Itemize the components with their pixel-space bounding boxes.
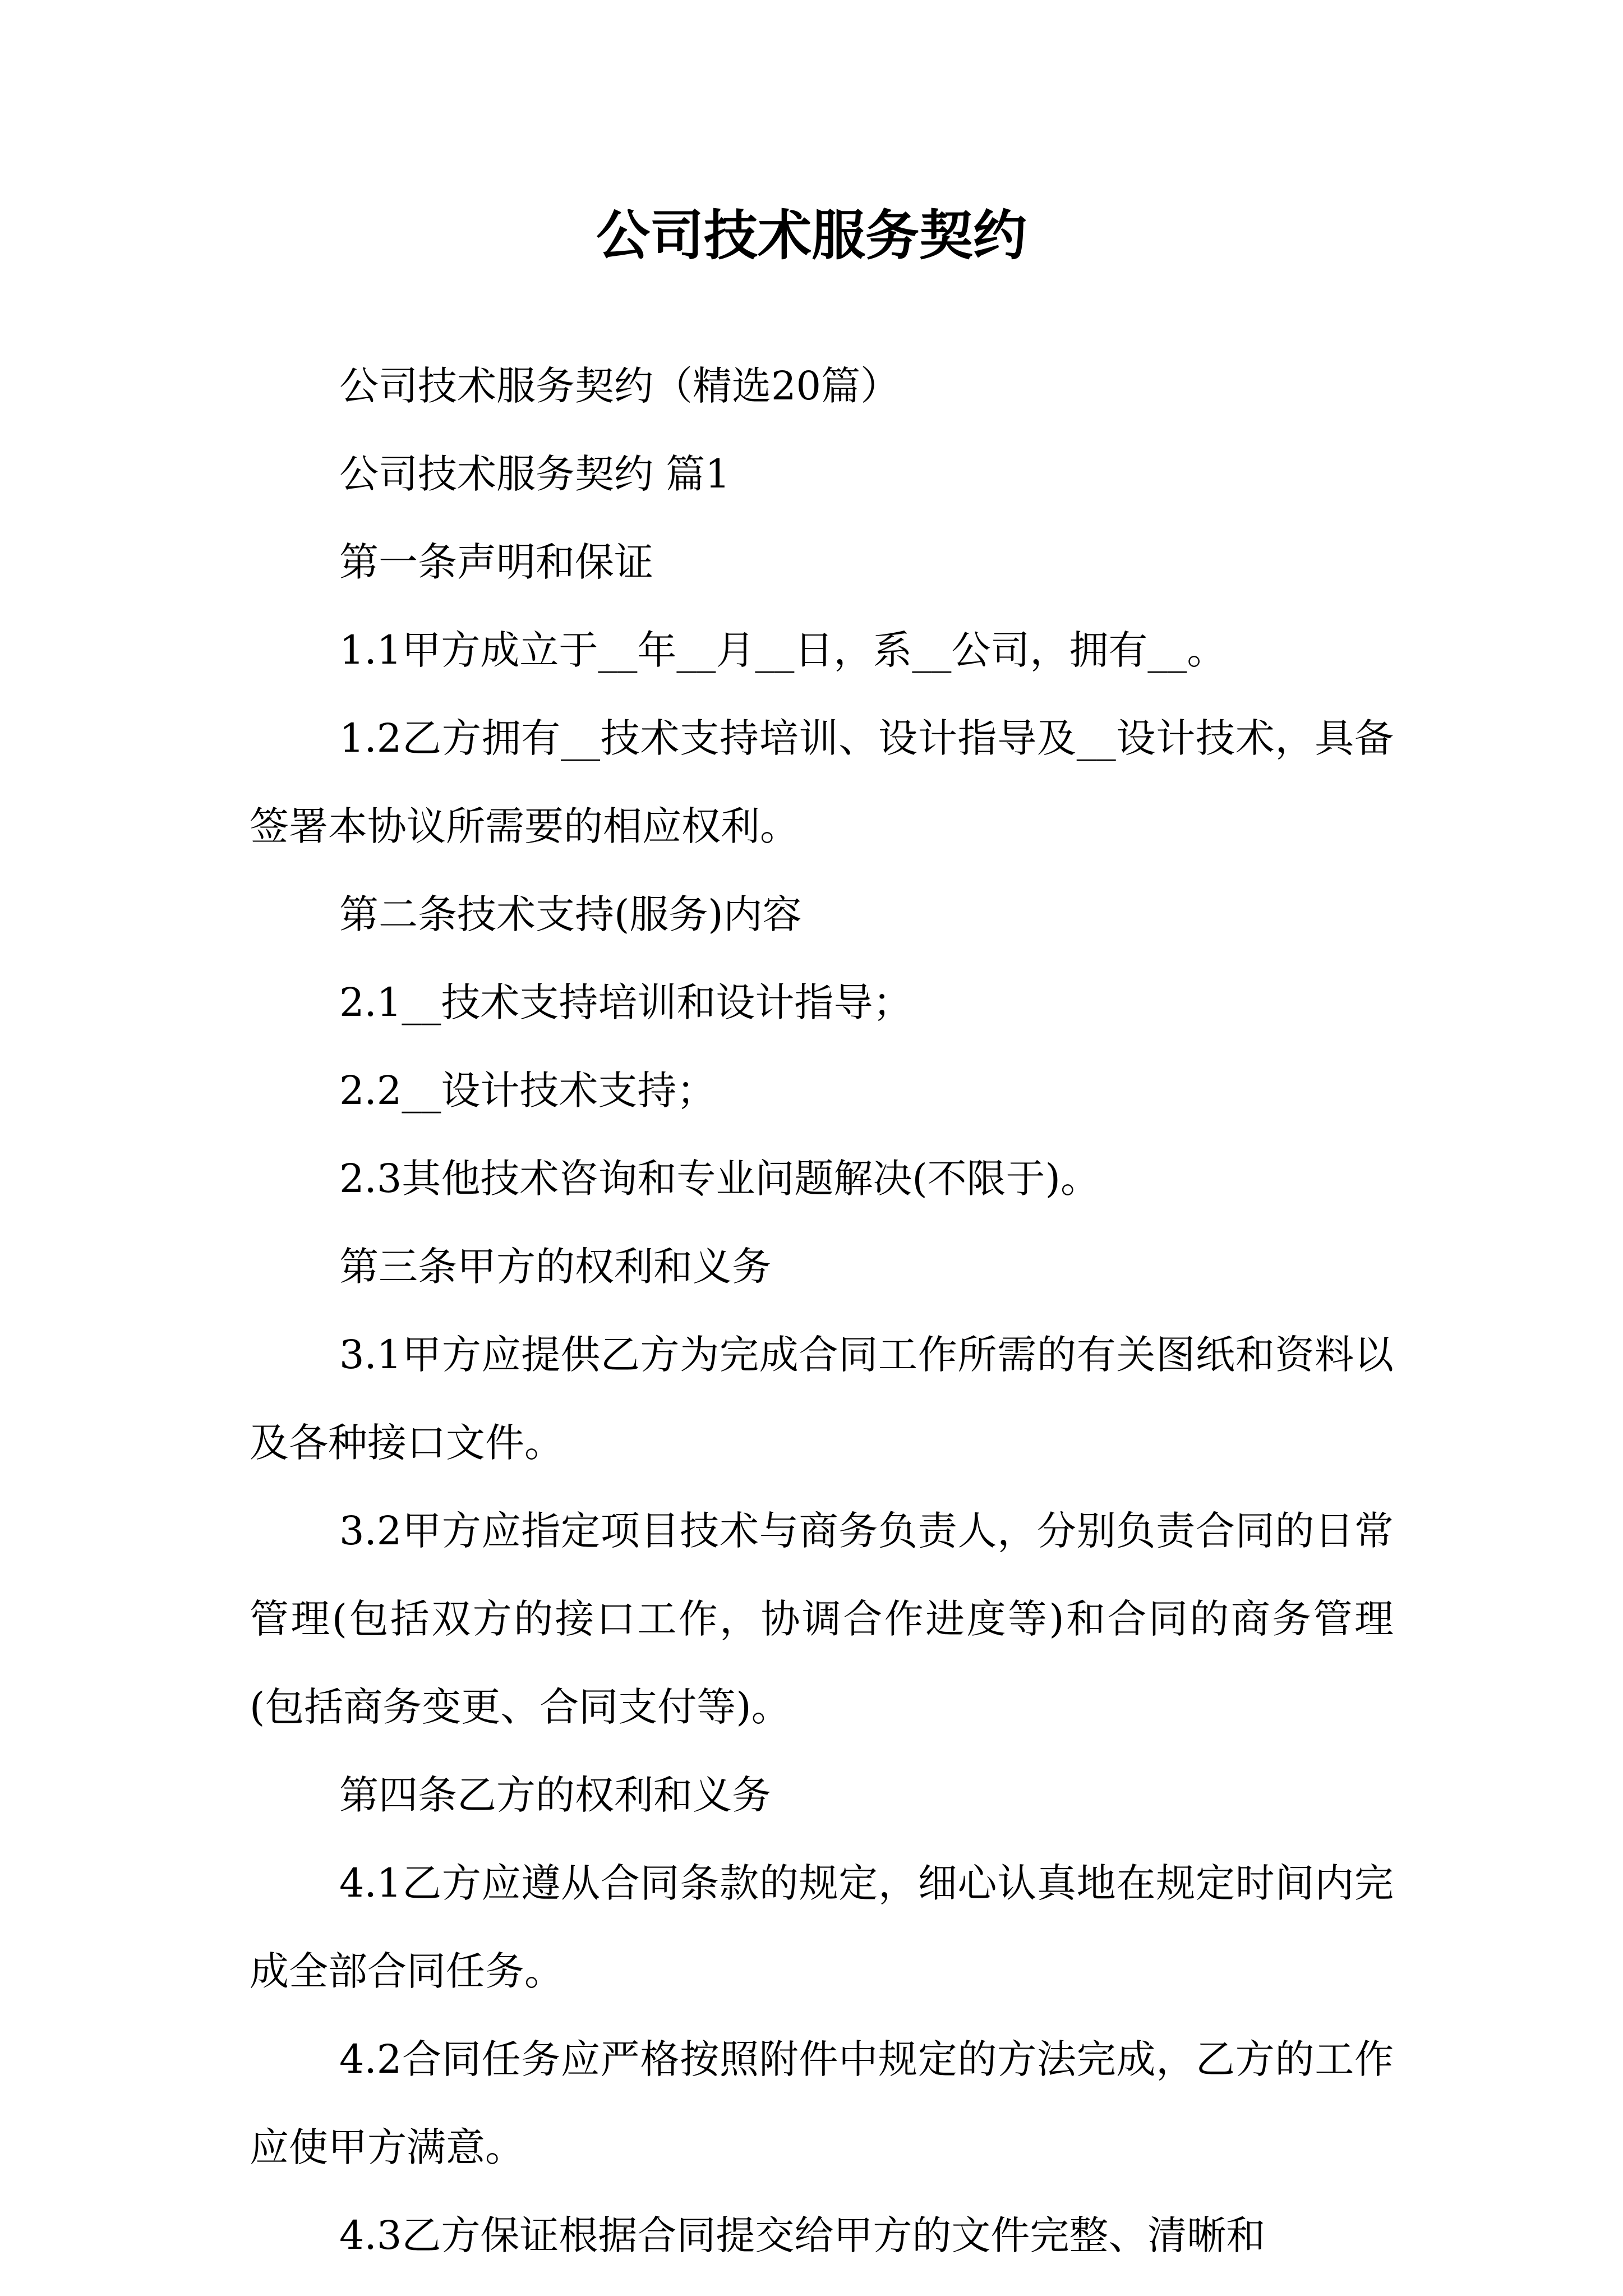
clause-1-1: 1.1甲方成立于__年__月__日，系__公司，拥有__。	[339, 627, 1227, 673]
clause-4-1: 4.1乙方应遵从合同条款的规定，细心认真地在规定时间内完成全部合同任务。	[250, 1860, 1394, 1994]
article-2-heading: 第二条技术支持(服务)内容	[339, 891, 802, 937]
clause-2-1: 2.1__技术支持培训和设计指导；	[339, 979, 912, 1025]
article-3-heading: 第三条甲方的权利和义务	[339, 1244, 771, 1290]
clause-3-1: 3.1甲方应提供乙方为完成合同工作所需的有关图纸和资料以及各种接口文件。	[250, 1332, 1394, 1466]
document-body	[250, 342, 1394, 2280]
clause-2-3: 2.3其他技术咨询和专业问题解决(不限于)。	[339, 1156, 1100, 1202]
clause-1-2: 1.2乙方拥有__技术支持培训、设计指导及__设计技术，具备签署本协议所需要的相应权利。	[250, 715, 1394, 849]
article-4-heading: 第四条乙方的权利和义务	[339, 1772, 771, 1818]
article-1-heading: 第一条声明和保证	[339, 539, 653, 585]
paragraph-subtitle: 公司技术服务契约（精选20篇）	[339, 363, 900, 409]
clause-3-2: 3.2甲方应指定项目技术与商务负责人，分别负责合同的日常管理(包括双方的接口工作，协调合作进度等)和合同的商务管理(包括商务变更、合同支付等)。	[250, 1508, 1394, 1730]
clause-4-3: 4.3乙方保证根据合同提交给甲方的文件完整、清晰和	[339, 2212, 1266, 2258]
clause-2-2: 2.2__设计技术支持；	[339, 1068, 716, 1114]
paragraph-part-heading: 公司技术服务契约 篇1	[339, 451, 730, 497]
document-title: 公司技术服务契约	[596, 204, 1027, 267]
clause-4-2: 4.2合同任务应严格按照附件中规定的方法完成，乙方的工作应使甲方满意。	[250, 2036, 1394, 2170]
